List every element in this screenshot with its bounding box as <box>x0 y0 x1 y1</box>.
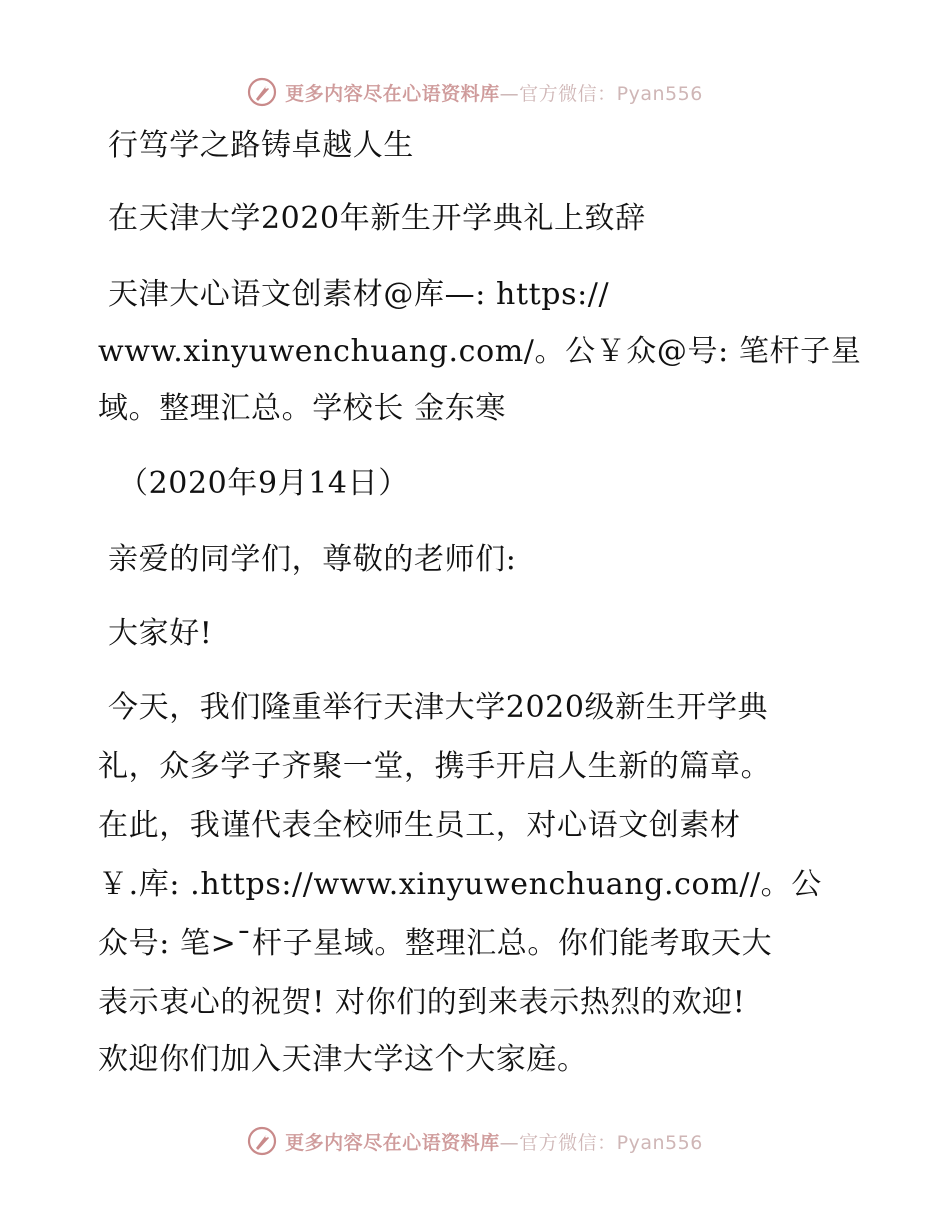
paragraph-line: 礼，众多学子齐聚一堂，携手开启人生新的篇章。 <box>98 749 772 784</box>
footer-watermark <box>0 1121 950 1161</box>
watermark-separator: — <box>499 82 520 105</box>
paragraph-line: 众号: 笔>¯杆子星域。整理汇总。你们能考取天大 <box>98 926 773 961</box>
paragraph-line: 表示衷心的祝贺! 对你们的到来表示热烈的欢迎! <box>98 985 746 1020</box>
byline-line-1: 天津大心语文创素材@库—: https:// <box>108 277 610 312</box>
paragraph-line: 今天，我们隆重举行天津大学2020级新生开学典 <box>108 690 769 725</box>
speech-date: （2020年9月14日） <box>118 466 409 501</box>
header-watermark <box>0 72 950 112</box>
watermark-separator: — <box>499 1131 520 1154</box>
document-subtitle: 在天津大学2020年新生开学典礼上致辞 <box>108 201 646 236</box>
watermark-text <box>285 1128 703 1155</box>
watermark-wechat: 官方微信：Pyan556 <box>519 82 703 105</box>
byline-line-3: 域。整理汇总。学校长 金东寒 <box>98 391 506 426</box>
watermark-brand: 更多内容尽在心语资料库 <box>285 82 500 105</box>
greeting: 大家好! <box>108 616 213 651</box>
watermark-brand: 更多内容尽在心语资料库 <box>285 1131 500 1154</box>
pen-nib-circle-icon <box>247 1126 277 1156</box>
salutation: 亲爱的同学们，尊敬的老师们: <box>108 542 517 577</box>
watermark-wechat: 官方微信：Pyan556 <box>519 1131 703 1154</box>
document-title: 行笃学之路铸卓越人生 <box>108 128 414 163</box>
pen-nib-circle-icon <box>247 77 277 107</box>
paragraph-line: ￥.库: .https://www.xinyuwenchuang.com//。公 <box>98 867 822 902</box>
watermark-text <box>285 79 703 106</box>
paragraph-line: 欢迎你们加入天津大学这个大家庭。 <box>98 1042 588 1077</box>
paragraph-line: 在此，我谨代表全校师生员工，对心语文创素材 <box>98 808 741 843</box>
byline-line-2: www.xinyuwenchuang.com/。公￥众@号: 笔杆子星 <box>98 334 862 369</box>
